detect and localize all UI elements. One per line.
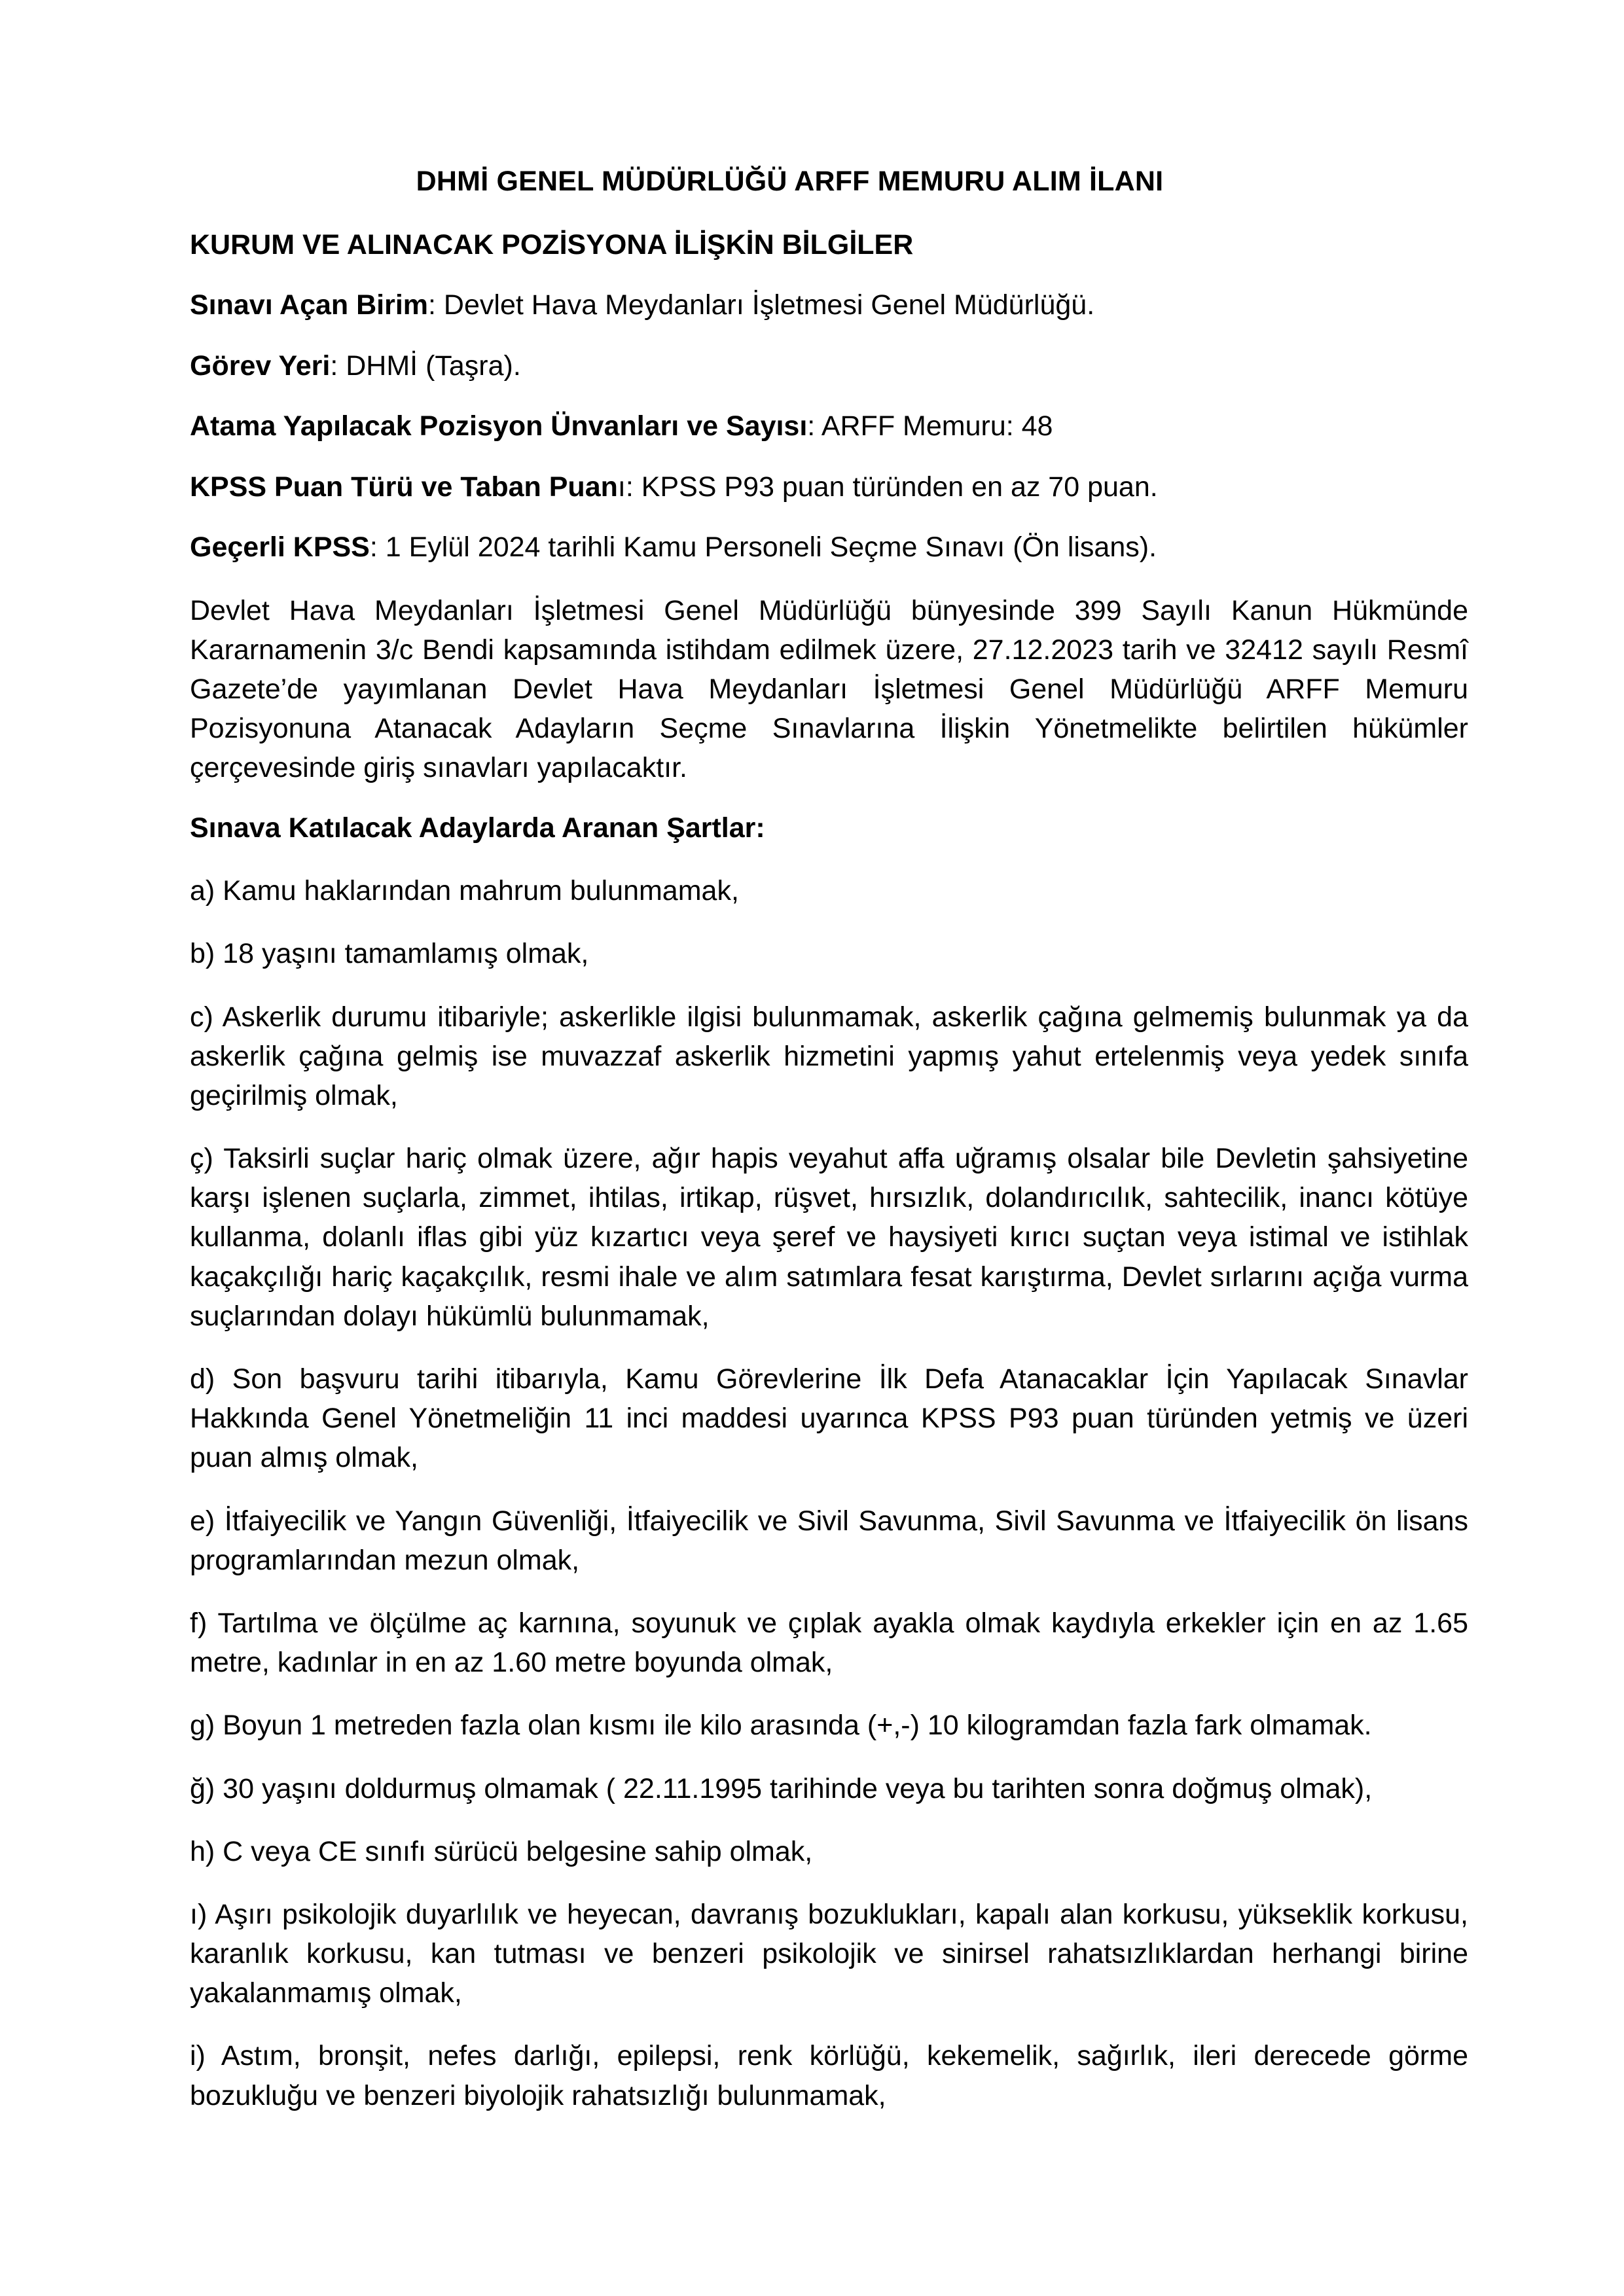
- info-label: Geçerli KPSS: [190, 531, 370, 564]
- info-field-pozisyon-unvanlari-sayisi: [190, 409, 1468, 443]
- requirement-item-h: h) C veya CE sınıfı sürücü belgesine sahip olmak,: [190, 1835, 813, 1867]
- info-field-sinavi-acan-birim: [190, 288, 1468, 322]
- info-label: Görev Yeri: [190, 350, 331, 382]
- requirement-item-f: f) Tartılma ve ölçülme aç karnına, soyunuk ve çıplak ayakla olmak kaydıyla erkekler için en az 1.65 metre, kadınlar in en az 1.60 metre boyunda olmak,: [190, 1607, 1468, 1679]
- info-value: : 1 Eylül 2024 tarihli Kamu Personeli Seçme Sınavı (Ön lisans).: [369, 531, 1157, 564]
- requirement-item-c-cedilla: ç) Taksirli suçlar hariç olmak üzere, ağır hapis veyahut affa uğramış olsalar bile Devletin şahsiyetine karşı işlenen suçlarla, zimmet, ihtilas, irtikap, rüşvet, hırsızlık, dolandırıcılık, sahtecilik, inancı kötüye kullanma, dolanlı iflas gibi yüz kızartıcı veya şeref ve haysiyeti kırıcı suçtan veya istimal ve istihlak kaçakçılığı hariç kaçakçılık, resmi ihale ve alım satımlara fesat karıştırma, Devlet sırlarını açığa vurma suçlarından dolayı hükümlü bulunmamak,: [190, 1143, 1468, 1332]
- info-value: ı: KPSS P93 puan türünden en az 70 puan.: [617, 471, 1158, 503]
- info-label: Sınavı Açan Birim: [190, 289, 429, 321]
- requirement-item-a: a) Kamu haklarından mahrum bulunmamak,: [190, 875, 739, 907]
- requirement-item-dotless-i: ı) Aşırı psikolojik duyarlılık ve heyecan, davranış bozuklukları, kapalı alan korkusu, yükseklik korkusu, karanlık korkusu, kan tutması ve benzeri psikolojik ve sinirsel rahatsızlıklardan herhangi birine yakalanmamış olmak,: [190, 1898, 1468, 2009]
- requirement-item-g-breve: ğ) 30 yaşını doldurmuş olmamak ( 22.11.1995 tarihinde veya bu tarihten sonra doğmuş olmak),: [190, 1772, 1373, 1804]
- info-label: KPSS Puan Türü ve Taban Puan: [190, 471, 618, 503]
- intro-paragraph: Devlet Hava Meydanları İşletmesi Genel Müdürlüğü bünyesinde 399 Sayılı Kanun Hükmünde Kararnamenin 3/c Bendi kapsamında istihdam edilmek üzere, 27.12.2023 tarih ve 32412 sayılı Resmî Gazete’de yayımlanan Devlet Hava Meydanları İşletmesi Genel Müdürlüğü ARFF Memuru Pozisyonuna Atanacak Adayların Seçme Sınavlarına İlişkin Yönetmelikte belirtilen hükümler çerçevesinde giriş sınavları yapılacaktır.: [190, 594, 1468, 784]
- requirement-item-g: g) Boyun 1 metreden fazla olan kısmı ile kilo arasında (+,-) 10 kilogramdan fazla fark olmamak.: [190, 1710, 1372, 1742]
- page-title: DHMİ GENEL MÜDÜRLÜĞÜ ARFF MEMURU ALIM İLANI: [416, 166, 1164, 197]
- requirement-item-i: i) Astım, bronşit, nefes darlığı, epilepsi, renk körlüğü, kekemelik, sağırlık, ileri derecede görme bozukluğu ve benzeri biyolojik rahatsızlığı bulunmamak,: [190, 2040, 1468, 2111]
- requirement-item-c: c) Askerlik durumu itibariyle; askerlikle ilgisi bulunmamak, askerlik çağına gelmemiş bulunmak ya da askerlik çağına gelmiş ise muvazzaf askerlik hizmetini yapmış yahut ertelenmiş veya yedek sınıfa geçirilmiş olmak,: [190, 1001, 1468, 1111]
- info-value: : ARFF Memuru: 48: [807, 410, 1053, 442]
- requirement-item-d: d) Son başvuru tarihi itibarıyla, Kamu Görevlerine İlk Defa Atanacaklar İçin Yapılacak Sınavlar Hakkında Genel Yönetmeliğin 11 inci maddesi uyarınca KPSS P93 puan türünden yetmiş ve üzeri puan almış olmak,: [190, 1363, 1468, 1474]
- section-heading-aranan-sartlar: Sınava Katılacak Adaylarda Aranan Şartlar:: [190, 812, 765, 844]
- info-label: Atama Yapılacak Pozisyon Ünvanları ve Sayısı: [190, 410, 808, 442]
- info-value: : DHMİ (Taşra).: [330, 350, 521, 382]
- info-field-gorev-yeri: [190, 349, 1468, 383]
- info-value: : Devlet Hava Meydanları İşletmesi Genel Müdürlüğü.: [428, 289, 1095, 321]
- requirement-item-e: e) İtfaiyecilik ve Yangın Güvenliği, İtfaiyecilik ve Sivil Savunma, Sivil Savunma ve İtfaiyecilik ön lisans programlarından mezun olmak,: [190, 1505, 1468, 1576]
- info-field-kpss-puan-turu: [190, 470, 1468, 504]
- info-field-gecerli-kpss: [190, 530, 1468, 564]
- requirement-item-b: b) 18 yaşını tamamlamış olmak,: [190, 938, 589, 970]
- section-heading-kurum-bilgileri: KURUM VE ALINACAK POZİSYONA İLİŞKİN BİLGİLER: [190, 228, 914, 260]
